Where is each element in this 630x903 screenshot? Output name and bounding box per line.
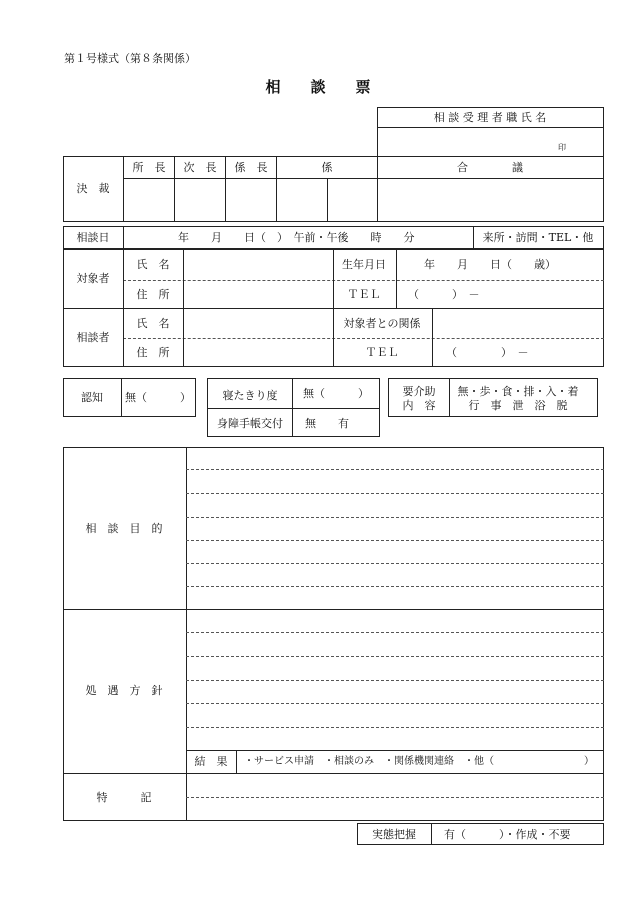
consultant-address-label: 住 所 xyxy=(136,346,170,359)
page-title: 相 談 票 xyxy=(265,78,371,96)
purpose-label: 相 談 目 的 xyxy=(85,522,163,535)
subject-name-label: 氏 名 xyxy=(136,258,170,271)
consultant-tel-value: （ ） － xyxy=(446,346,529,359)
approval-label: 決 裁 xyxy=(76,182,110,195)
disability-value: 無 有 xyxy=(305,417,349,430)
result-close: ） xyxy=(584,756,594,767)
subject-label: 対象者 xyxy=(76,272,110,285)
dementia-value: 無（ ） xyxy=(125,391,191,404)
approval-col-chief: 係 長 xyxy=(234,161,268,174)
dementia-label: 認知 xyxy=(81,391,103,404)
disability-label: 身障手帳交付 xyxy=(217,417,283,430)
approval-col-director: 所 長 xyxy=(132,161,166,174)
care-options-1: 無・歩・食・排・入・着 xyxy=(457,385,579,398)
approval-col-deputy: 次 長 xyxy=(183,161,217,174)
form-number: 第１号様式（第８条関係） xyxy=(64,52,196,65)
consult-label: 合 議 xyxy=(457,161,523,174)
policy-label: 処 遇 方 針 xyxy=(85,684,163,697)
care-options-2: 行 事 泄 浴 脱 xyxy=(468,399,568,412)
birth-value: 年 月 日（ 歳） xyxy=(424,258,556,271)
consultant-tel-label: ＴＥＬ xyxy=(365,346,399,359)
visit-method: 来所・訪問・TEL・他 xyxy=(482,231,594,244)
result-options: ・サービス申請 ・相談のみ ・関係機関連絡 ・他（ xyxy=(244,756,494,767)
subject-tel-value: （ ） － xyxy=(408,288,480,301)
bedridden-label: 寝たきり度 xyxy=(222,389,278,402)
status-label: 実態把握 xyxy=(372,828,416,841)
care-label-2: 内 容 xyxy=(402,399,436,412)
approval-col-staff: 係 xyxy=(321,161,333,174)
date-value: 年 月 日（ ） 午前・午後 時 分 xyxy=(178,231,415,244)
subject-address-label: 住 所 xyxy=(136,288,170,301)
status-value: 有（ ）・作成・不要 xyxy=(444,828,571,841)
seal-mark: 印 xyxy=(558,143,566,152)
receiver-label: 相 談 受 理 者 職 氏 名 xyxy=(433,111,547,124)
consultant-name-label: 氏 名 xyxy=(136,317,170,330)
consultant-label: 相談者 xyxy=(76,331,110,344)
care-label-1: 要介助 xyxy=(402,385,436,398)
notes-label: 特 記 xyxy=(96,791,152,804)
relation-label: 対象者との関係 xyxy=(343,317,421,330)
bedridden-value: 無（ ） xyxy=(303,387,369,400)
date-label: 相談日 xyxy=(76,231,110,244)
result-label: 結 果 xyxy=(194,755,228,768)
subject-tel-label: ＴＥＬ xyxy=(347,288,381,301)
birth-label: 生年月日 xyxy=(342,258,386,271)
